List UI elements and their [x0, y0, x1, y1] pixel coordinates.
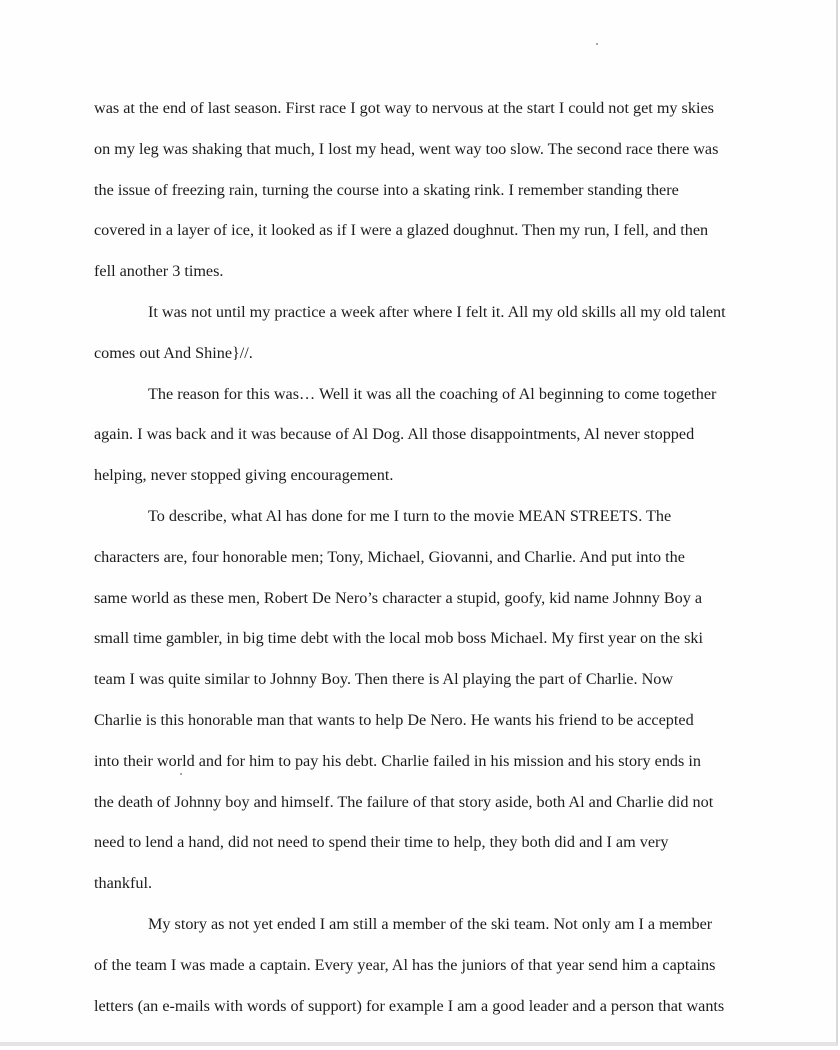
text-line: on my leg was shaking that much, I lost my head, went way too slow. The second race there was — [94, 139, 719, 158]
text-line: covered in a layer of ice, it looked as if I were a glazed doughnut. Then my run, I fell, and then — [94, 221, 709, 240]
paragraph-first-line: The reason for this was… Well it was all the coaching of Al beginning to come together — [148, 384, 717, 403]
text-line: comes out And Shine}//. — [94, 343, 253, 362]
text-line: small time gambler, in big time debt with the local mob boss Michael. My first year on the ski — [94, 629, 703, 648]
text-line: same world as these men, Robert De Nero’s character a stupid, goofy, kid name Johnny Boy a — [94, 588, 703, 607]
text-line: again. I was back and it was because of Al Dog. All those disappointments, Al never stopped — [94, 425, 695, 444]
text-line: characters are, four honorable men; Tony, Michael, Giovanni, and Charlie. And put into the — [94, 547, 685, 566]
paragraph-first-line: My story as not yet ended I am still a member of the ski team. Not only am I a member — [148, 914, 713, 933]
text-line: team I was quite similar to Johnny Boy. Then there is Al playing the part of Charlie. Now — [94, 670, 674, 689]
text-line: letters (an e-mails with words of support) for example I am a good leader and a person that wants — [94, 996, 725, 1015]
text-line: helping, never stopped giving encouragement. — [94, 466, 394, 485]
document-body — [94, 88, 794, 1026]
paragraph-first-line: It was not until my practice a week after where I felt it. All my old skills all my old talent — [148, 302, 726, 321]
text-line: the death of Johnny boy and himself. The failure of that story aside, both Al and Charlie did not — [94, 792, 714, 811]
paragraph-first-line: To describe, what Al has done for me I turn to the movie MEAN STREETS. The — [148, 506, 672, 525]
text-line: of the team I was made a captain. Every year, Al has the juniors of that year send him a captains — [94, 955, 716, 974]
text-line: need to lend a hand, did not need to spend their time to help, they both did and I am very — [94, 833, 669, 852]
text-line: thankful. — [94, 874, 152, 893]
text-line: fell another 3 times. — [94, 262, 224, 281]
scan-speck — [596, 43, 598, 45]
text-line: the issue of freezing rain, turning the course into a skating rink. I remember standing there — [94, 180, 679, 199]
text-line: Charlie is this honorable man that wants to help De Nero. He wants his friend to be accepted — [94, 710, 694, 729]
text-line: into their world and for him to pay his debt. Charlie failed in his mission and his story ends in — [94, 751, 701, 770]
text-line: was at the end of last season. First race I got way to nervous at the start I could not get my skies — [94, 99, 714, 117]
